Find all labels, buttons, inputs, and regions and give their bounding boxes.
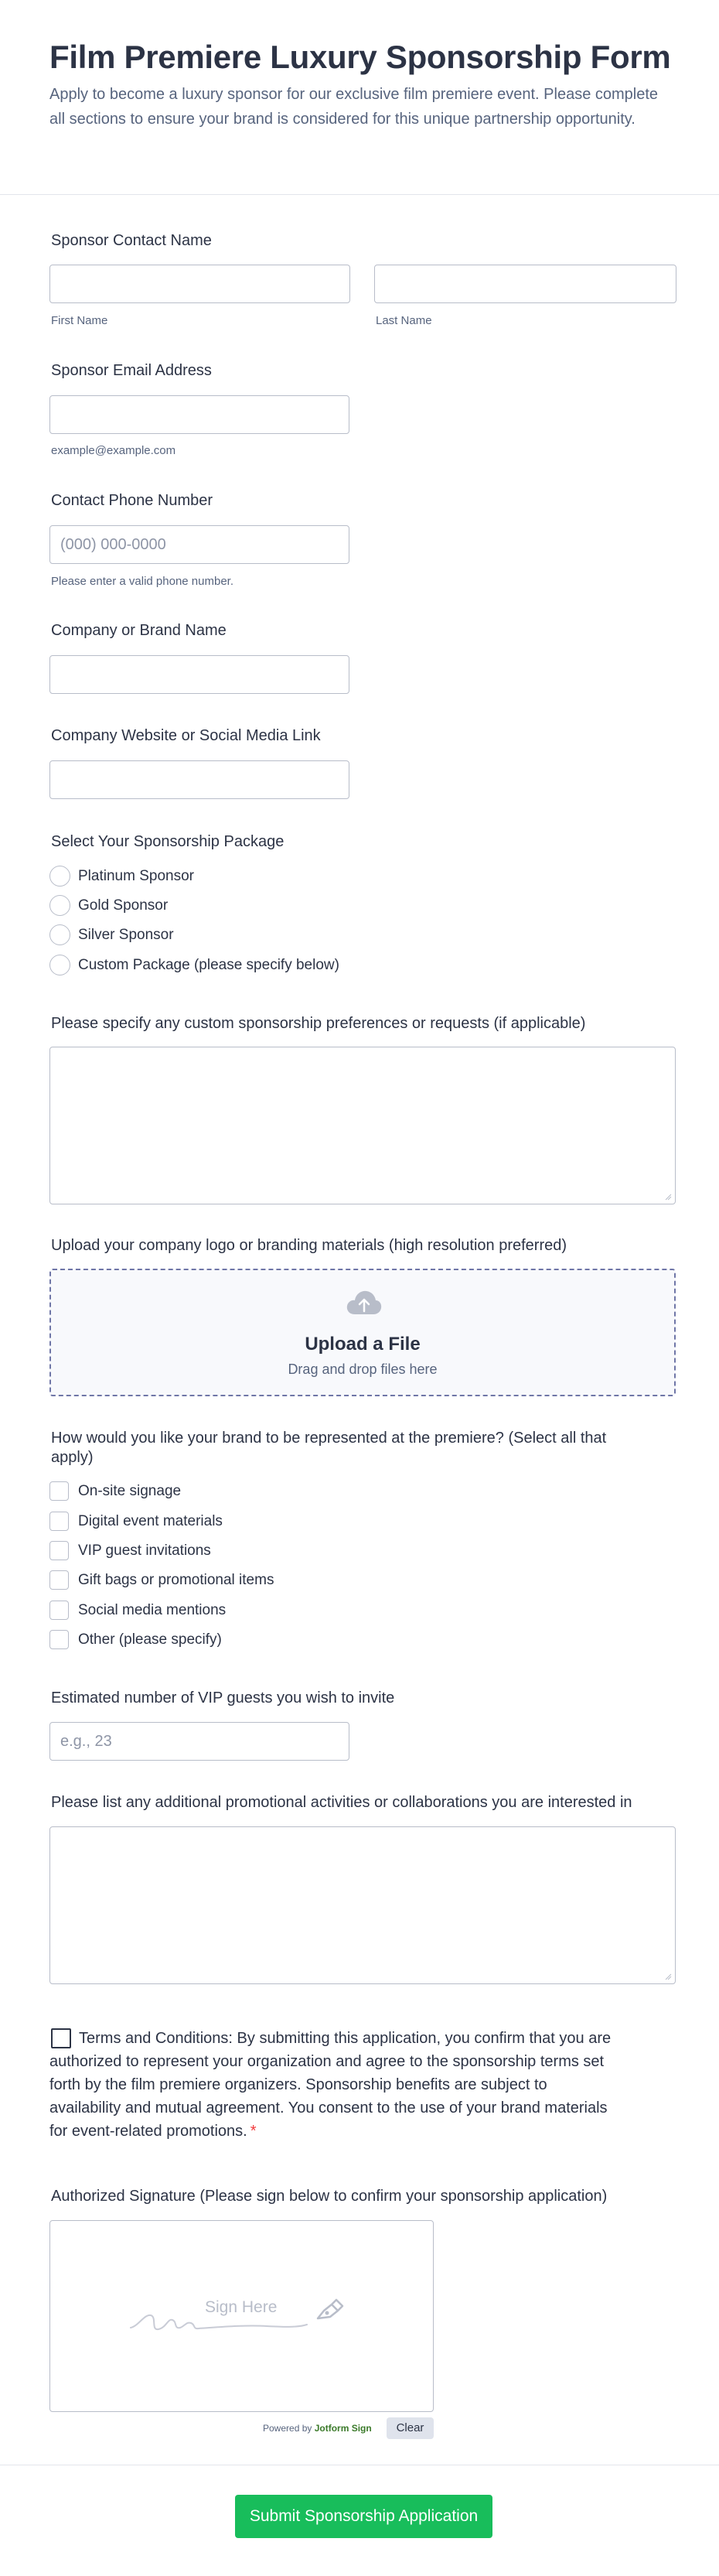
terms-text [49, 2027, 622, 2143]
first-name-sublabel: First Name [51, 314, 108, 327]
last-name-sublabel: Last Name [376, 314, 432, 327]
checkbox[interactable] [49, 1630, 69, 1649]
representation-label-continued: apply) [51, 1449, 94, 1466]
powered-prefix: Powered by [263, 2423, 312, 2434]
signature-placeholder: Sign Here [205, 2298, 278, 2316]
pen-icon [313, 2295, 347, 2323]
option-label: Social media mentions [78, 1602, 227, 1618]
last-name-input[interactable] [374, 265, 676, 303]
upload-label: Upload your company logo or branding materials (high resolution preferred) [51, 1237, 567, 1254]
checkbox[interactable] [49, 1601, 69, 1620]
signature-label: Authorized Signature (Please sign below to confirm your sponsorship application) [51, 2188, 608, 2205]
option-label: On-site signage [78, 1483, 182, 1499]
first-name-input[interactable] [49, 265, 350, 303]
powered-brand: Jotform Sign [314, 2423, 372, 2434]
option-label: Silver Sponsor [78, 927, 174, 943]
radio-button[interactable] [49, 924, 70, 945]
required-asterisk: * [250, 2123, 257, 2140]
upload-subtitle: Drag and drop files here [288, 1361, 438, 1377]
option-label: Custom Package (please specify below) [78, 957, 339, 973]
radio-button[interactable] [49, 955, 70, 975]
file-upload-dropzone[interactable] [49, 1269, 676, 1396]
form-description: Apply to become a luxury sponsor for our exclusive film premiere event. Please complete all sections to ensure your brand is considered for this unique partnership opportunity. [49, 86, 659, 128]
form-header [0, 0, 719, 195]
powered-by [263, 2423, 372, 2434]
vip-guests-input[interactable]: e.g., 23 [49, 1722, 349, 1761]
website-input[interactable] [49, 760, 349, 799]
vip-guests-label: Estimated number of VIP guests you wish to invite [51, 1689, 395, 1707]
resize-grip-icon[interactable] [664, 1973, 672, 1980]
submit-button[interactable]: Submit Sponsorship Application [235, 2495, 492, 2538]
email-sublabel: example@example.com [51, 444, 176, 457]
checkbox[interactable] [49, 1481, 69, 1501]
option-label: Gold Sponsor [78, 897, 169, 914]
form-title: Film Premiere Luxury Sponsorship Form [49, 39, 671, 75]
custom-prefs-label: Please specify any custom sponsorship preferences or requests (if applicable) [51, 1015, 586, 1032]
contact-name-label: Sponsor Contact Name [51, 232, 212, 249]
radio-button[interactable] [49, 866, 70, 887]
option-label: Other (please specify) [78, 1631, 222, 1648]
email-label: Sponsor Email Address [51, 362, 212, 379]
terms-body: Terms and Conditions: By submitting this application, you confirm that you are authorized to represent your organization and agree to the sponsorship terms set forth by the film premiere organizers. Sponsorship benefits are subject to availability and mutual agreement. You consent to the use of your brand materials for event-related promotions. [49, 2030, 612, 2140]
company-label: Company or Brand Name [51, 622, 227, 639]
resize-grip-icon[interactable] [664, 1193, 672, 1201]
option-label: Gift bags or promotional items [78, 1572, 274, 1588]
company-input[interactable] [49, 655, 349, 694]
promo-activities-textarea[interactable] [49, 1826, 676, 1984]
checkbox[interactable] [49, 1541, 69, 1560]
email-input[interactable] [49, 395, 349, 434]
promo-activities-label: Please list any additional promotional activities or collaborations you are interested in [51, 1794, 632, 1811]
phone-label: Contact Phone Number [51, 492, 213, 509]
cloud-upload-icon [346, 1289, 383, 1317]
representation-label: How would you like your brand to be represented at the premiere? (Select all that [51, 1430, 607, 1447]
signature-pad[interactable] [49, 2220, 434, 2412]
option-label: Digital event materials [78, 1513, 223, 1529]
custom-prefs-textarea[interactable] [49, 1047, 676, 1204]
checkbox[interactable] [49, 1570, 69, 1590]
radio-button[interactable] [49, 895, 70, 916]
option-label: Platinum Sponsor [78, 868, 194, 884]
package-label: Select Your Sponsorship Package [51, 833, 285, 850]
clear-signature-button[interactable]: Clear [387, 2417, 434, 2439]
checkbox[interactable] [49, 1512, 69, 1531]
phone-sublabel: Please enter a valid phone number. [51, 575, 233, 588]
upload-title: Upload a File [305, 1334, 421, 1355]
option-label: VIP guest invitations [78, 1543, 211, 1559]
phone-input[interactable]: (000) 000-0000 [49, 525, 349, 564]
website-label: Company Website or Social Media Link [51, 727, 321, 744]
